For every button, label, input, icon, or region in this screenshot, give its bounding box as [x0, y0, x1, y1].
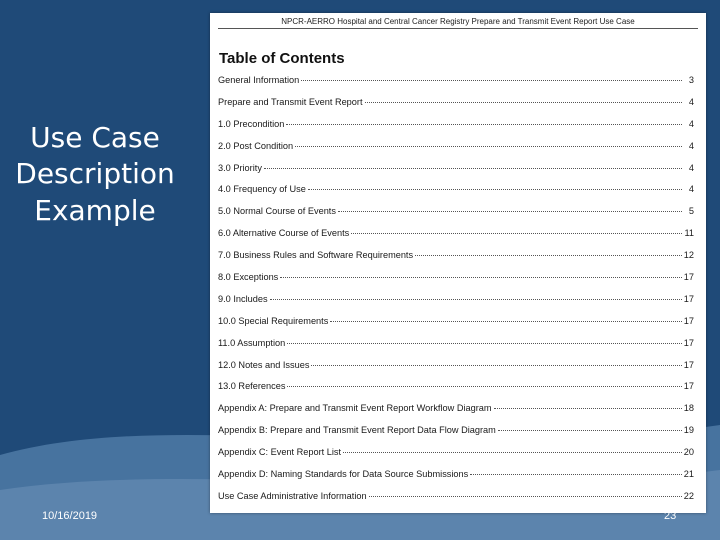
- toc-leader-dots: [338, 211, 682, 212]
- toc-leader-dots: [494, 408, 682, 409]
- toc-entry: [218, 381, 694, 403]
- toc-entry-label: Appendix D: Naming Standards for Data Source Submissions: [218, 469, 469, 480]
- toc-entry: [218, 119, 694, 141]
- toc-entry-label: 9.0 Includes: [218, 293, 268, 304]
- toc-leader-dots: [301, 80, 682, 81]
- toc-entry-page: 17: [683, 315, 694, 326]
- toc-leader-dots: [343, 452, 682, 453]
- document-header: NPCR-AERRO Hospital and Central Cancer Registry Prepare and Transmit Event Report Use Case: [218, 17, 698, 29]
- toc-entry-page: 3: [688, 75, 694, 85]
- slide-date: 10/16/2019: [42, 510, 98, 522]
- toc-entry-page: 11: [684, 228, 694, 239]
- toc-leader-dots: [280, 277, 681, 278]
- document-page: [210, 13, 706, 513]
- toc-leader-dots: [330, 321, 681, 322]
- slide-page-number: 23: [664, 510, 677, 522]
- toc-entry-page: 21: [683, 469, 694, 480]
- toc-entry: [218, 163, 694, 185]
- toc-entry-page: 22: [683, 490, 694, 501]
- toc-entry-page: 20: [683, 447, 694, 458]
- toc-entry: [218, 141, 694, 163]
- slide-title-line: Description: [15, 157, 175, 191]
- toc-entry-page: 4: [688, 140, 694, 151]
- toc-leader-dots: [365, 102, 682, 103]
- toc-entry: [218, 228, 694, 250]
- toc-entry-label: Appendix A: Prepare and Transmit Event Report Workflow Diagram: [218, 403, 492, 414]
- toc-entry: [218, 206, 694, 228]
- toc-title: Table of Contents: [219, 50, 345, 67]
- toc-leader-dots: [351, 233, 682, 234]
- toc-entry-page: 17: [683, 359, 694, 370]
- toc-entry: [218, 294, 694, 316]
- toc-entry: [218, 447, 694, 469]
- toc-entry: [218, 338, 694, 360]
- toc-entry: [218, 360, 694, 382]
- toc-entry-label: 4.0 Frequency of Use: [218, 184, 306, 195]
- toc-entry-page: 4: [688, 184, 694, 195]
- toc-list: [218, 75, 694, 513]
- toc-leader-dots: [308, 189, 682, 190]
- toc-entry-label: Use Case Administrative Information: [218, 490, 367, 501]
- toc-entry: [218, 75, 694, 97]
- toc-entry-label: Appendix C: Event Report List: [218, 447, 342, 458]
- toc-entry-label: 7.0 Business Rules and Software Requirements: [218, 250, 414, 261]
- toc-leader-dots: [270, 299, 682, 300]
- toc-leader-dots: [311, 365, 681, 366]
- toc-entry-page: 12: [683, 250, 694, 261]
- toc-entry-label: 12.0 Notes and Issues: [218, 359, 310, 370]
- toc-entry-label: 10.0 Special Requirements: [218, 315, 329, 326]
- toc-entry-label: 11.0 Assumption: [218, 337, 286, 348]
- toc-leader-dots: [415, 255, 682, 256]
- toc-entry-label: 5.0 Normal Course of Events: [218, 206, 336, 217]
- slide-title: [10, 120, 180, 229]
- toc-entry-page: 5: [688, 206, 694, 217]
- toc-entry-label: 2.0 Post Condition: [218, 140, 294, 151]
- toc-entry: [218, 184, 694, 206]
- toc-leader-dots: [287, 343, 682, 344]
- toc-entry: [218, 491, 694, 513]
- toc-entry: [218, 425, 694, 447]
- toc-entry-page: 17: [683, 272, 694, 283]
- toc-entry-page: 17: [683, 337, 694, 348]
- toc-entry: [218, 97, 694, 119]
- toc-entry-label: 8.0 Exceptions: [218, 272, 279, 283]
- toc-entry-label: Appendix B: Prepare and Transmit Event Report Data Flow Diagram: [218, 425, 496, 436]
- toc-leader-dots: [295, 146, 682, 147]
- toc-leader-dots: [369, 496, 682, 497]
- toc-entry: [218, 272, 694, 294]
- toc-entry-page: 4: [688, 118, 694, 129]
- toc-leader-dots: [287, 386, 681, 387]
- toc-entry: [218, 403, 694, 425]
- toc-entry: [218, 250, 694, 272]
- toc-leader-dots: [264, 168, 682, 169]
- toc-entry-page: 18: [683, 403, 694, 414]
- toc-leader-dots: [470, 474, 682, 475]
- toc-leader-dots: [498, 430, 682, 431]
- toc-entry-label: 13.0 References: [218, 381, 286, 392]
- toc-entry-page: 17: [683, 293, 694, 304]
- toc-entry-label: General Information: [218, 75, 300, 85]
- slide-title-line: Use Case: [30, 121, 160, 154]
- toc-entry-label: 6.0 Alternative Course of Events: [218, 228, 350, 239]
- toc-entry: [218, 469, 694, 491]
- toc-entry-page: 4: [688, 96, 694, 107]
- toc-entry-label: 3.0 Priority: [218, 162, 262, 173]
- toc-entry-page: 19: [683, 425, 694, 436]
- slide-title-line: Example: [34, 193, 156, 227]
- toc-entry: [218, 316, 694, 338]
- toc-entry-page: 4: [688, 162, 694, 173]
- toc-entry-label: 1.0 Precondition: [218, 118, 285, 129]
- toc-entry-label: Prepare and Transmit Event Report: [218, 96, 363, 107]
- toc-entry-page: 17: [683, 381, 694, 392]
- toc-leader-dots: [286, 124, 682, 125]
